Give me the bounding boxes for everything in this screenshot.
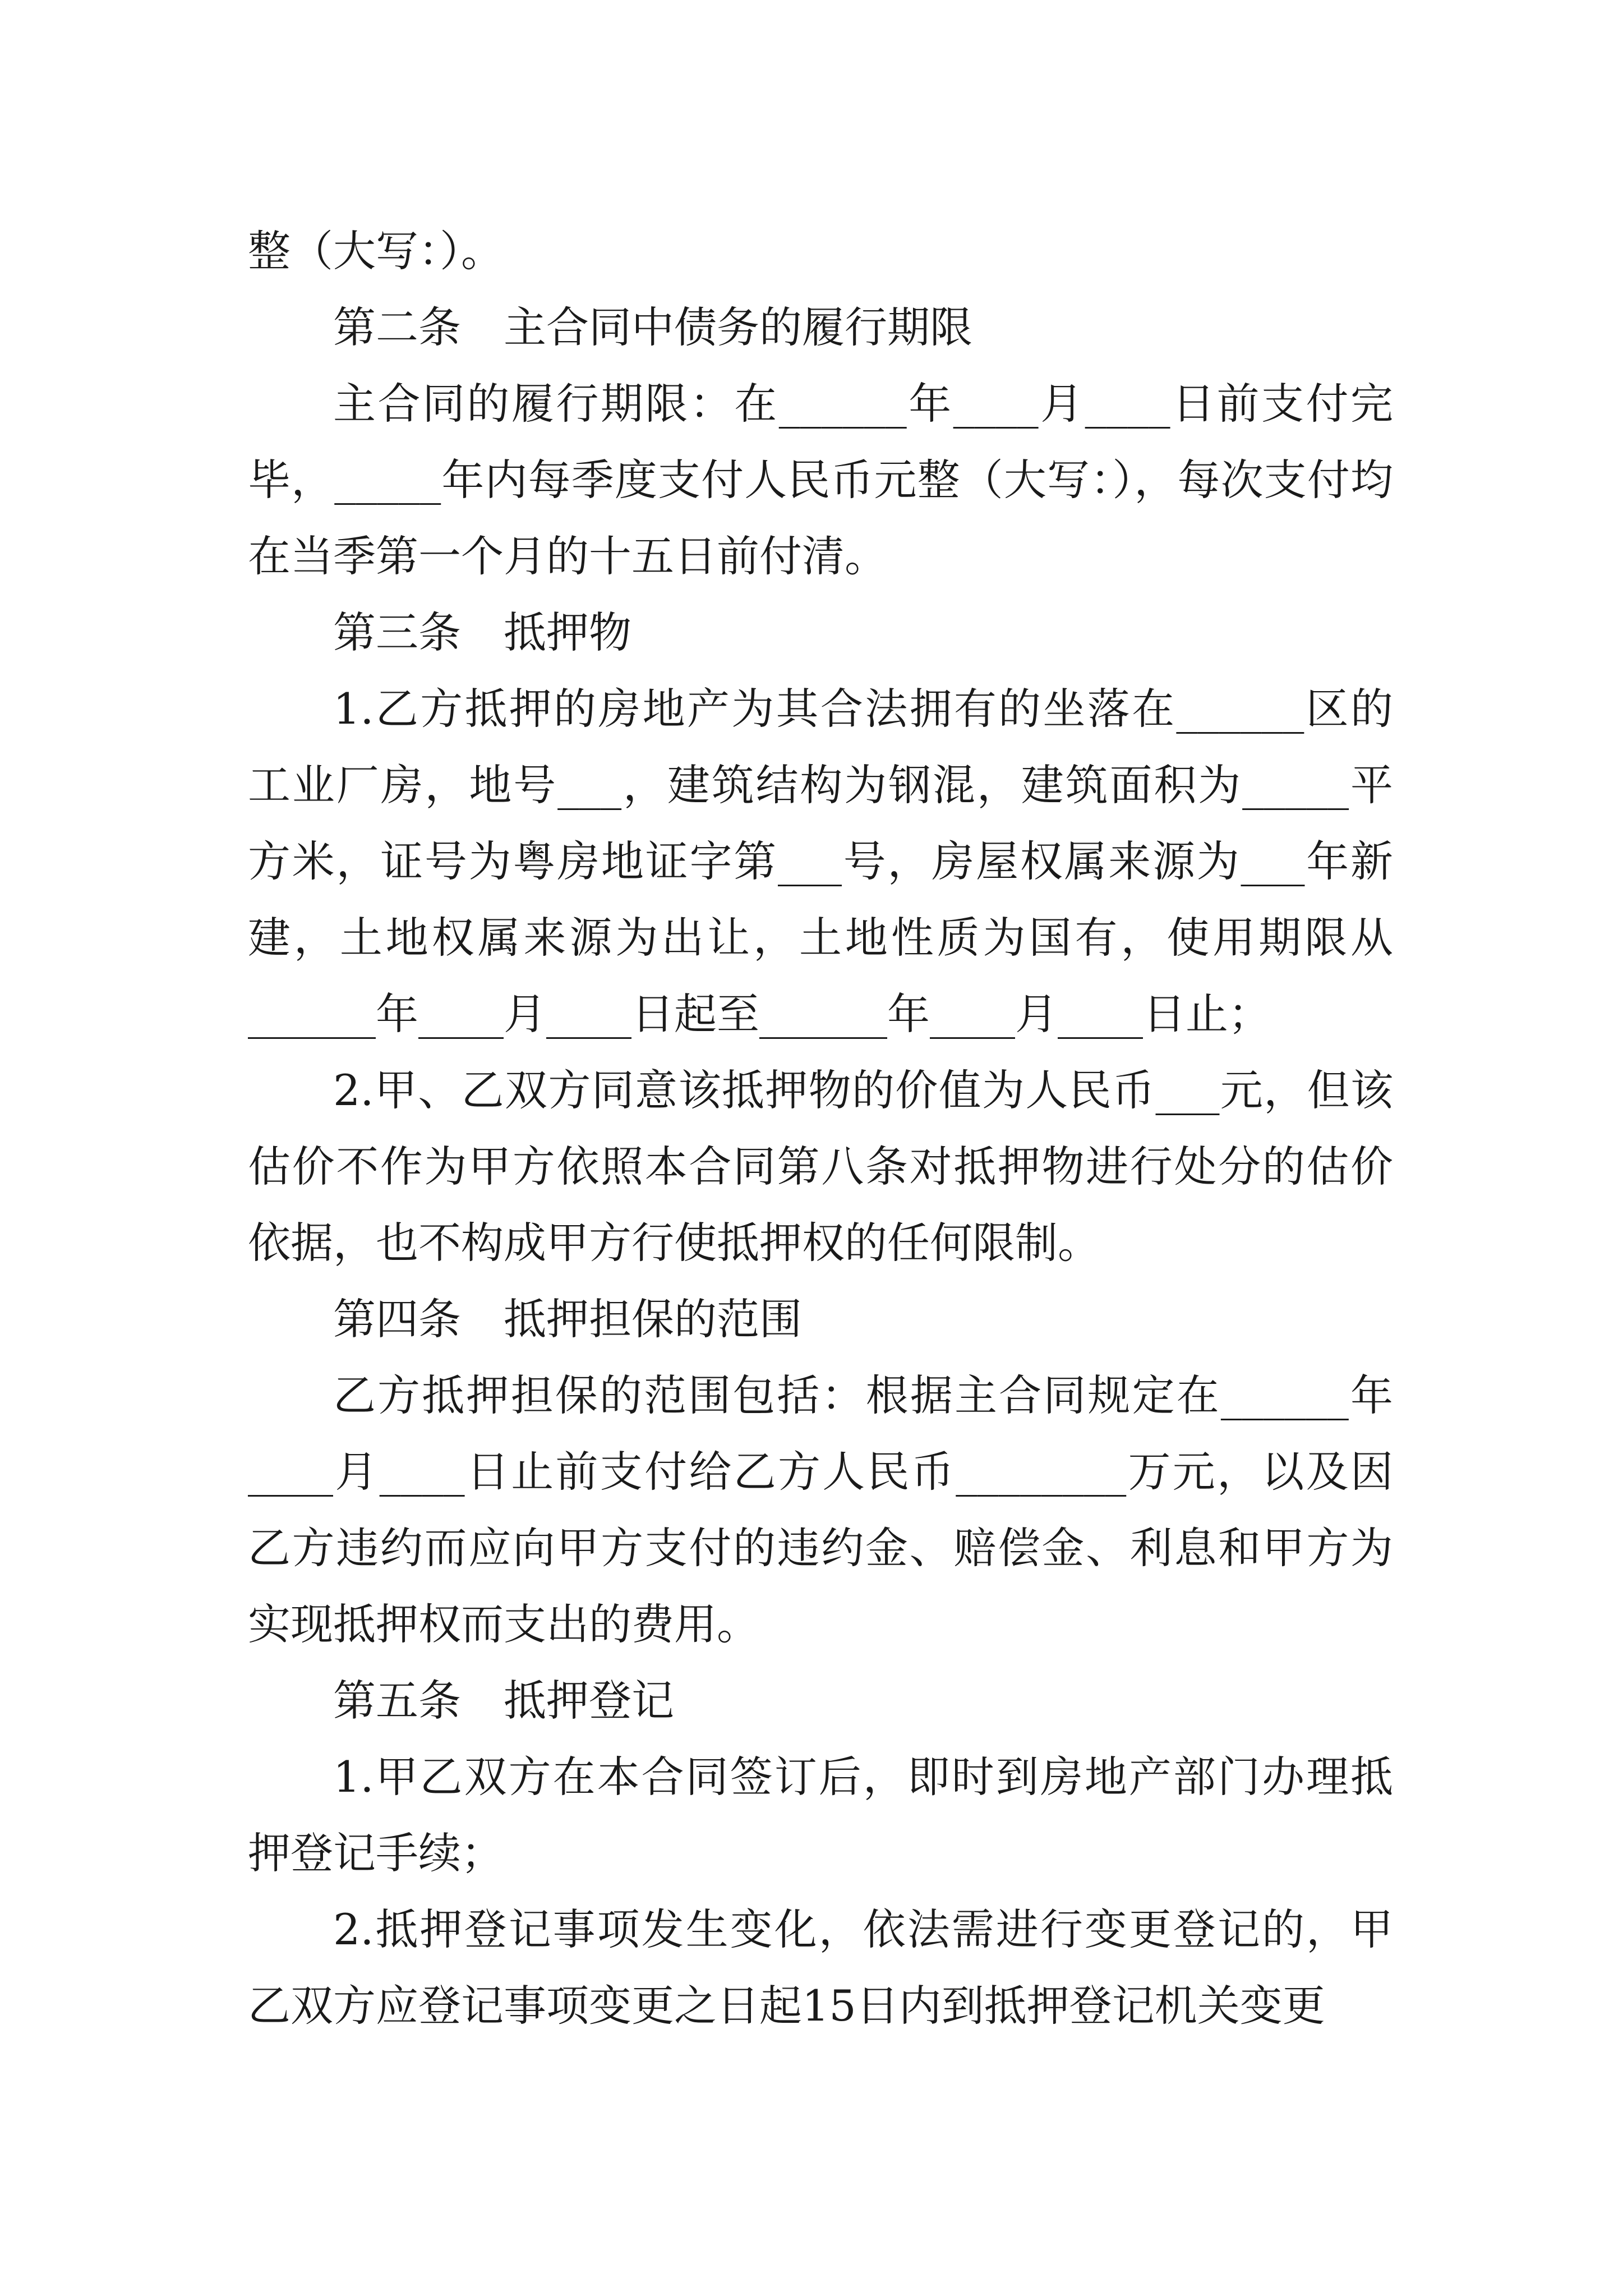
article-5-item-1: 1.甲乙双方在本合同签订后，即时到房地产部门办理抵押登记手续；	[248, 1752, 1393, 1878]
article-3-item-1: 1.乙方抵押的房地产为其合法拥有的坐落在______区的工业厂房，地号___，建筑结构为钢混，建筑面积为_____平方米，证号为粤房地证字第___号，房屋权属来源为___年新建，土地权属来源为出让，土地性质为国有，使用期限从______年____月____日起至______年____月____日止；	[248, 684, 1393, 1039]
article-2-heading: 第二条 主合同中债务的履行期限	[333, 302, 972, 352]
article-2-body: 主合同的履行期限：在______年____月____日前支付完毕，_____年内每季度支付人民币元整（大写：），每次支付均在当季第一个月的十五日前付清。	[248, 379, 1393, 581]
article-3-heading: 第三条 抵押物	[333, 608, 631, 657]
article-5-item-2: 2.抵押登记事项发生变化，依法需进行变更登记的，甲乙双方应登记事项变更之日起15日内到抵押登记机关变更	[248, 1904, 1393, 2031]
article-4-heading: 第四条 抵押担保的范围	[333, 1294, 802, 1344]
article-3-item-2: 2.甲、乙双方同意该抵押物的价值为人民币___元，但该估价不作为甲方依照本合同第八条对抵押物进行处分的估价依据，也不构成甲方行使抵押权的任何限制。	[248, 1065, 1393, 1268]
paragraph-continuation: 整（大写：）。	[248, 226, 504, 276]
article-4-body: 乙方抵押担保的范围包括：根据主合同规定在______年____月____日止前支付给乙方人民币________万元，以及因乙方违约而应向甲方支付的违约金、赔偿金、利息和甲方为实现抵押权而支出的费用。	[248, 1370, 1393, 1649]
article-5-heading: 第五条 抵押登记	[333, 1676, 674, 1726]
document-body	[248, 213, 1393, 2044]
